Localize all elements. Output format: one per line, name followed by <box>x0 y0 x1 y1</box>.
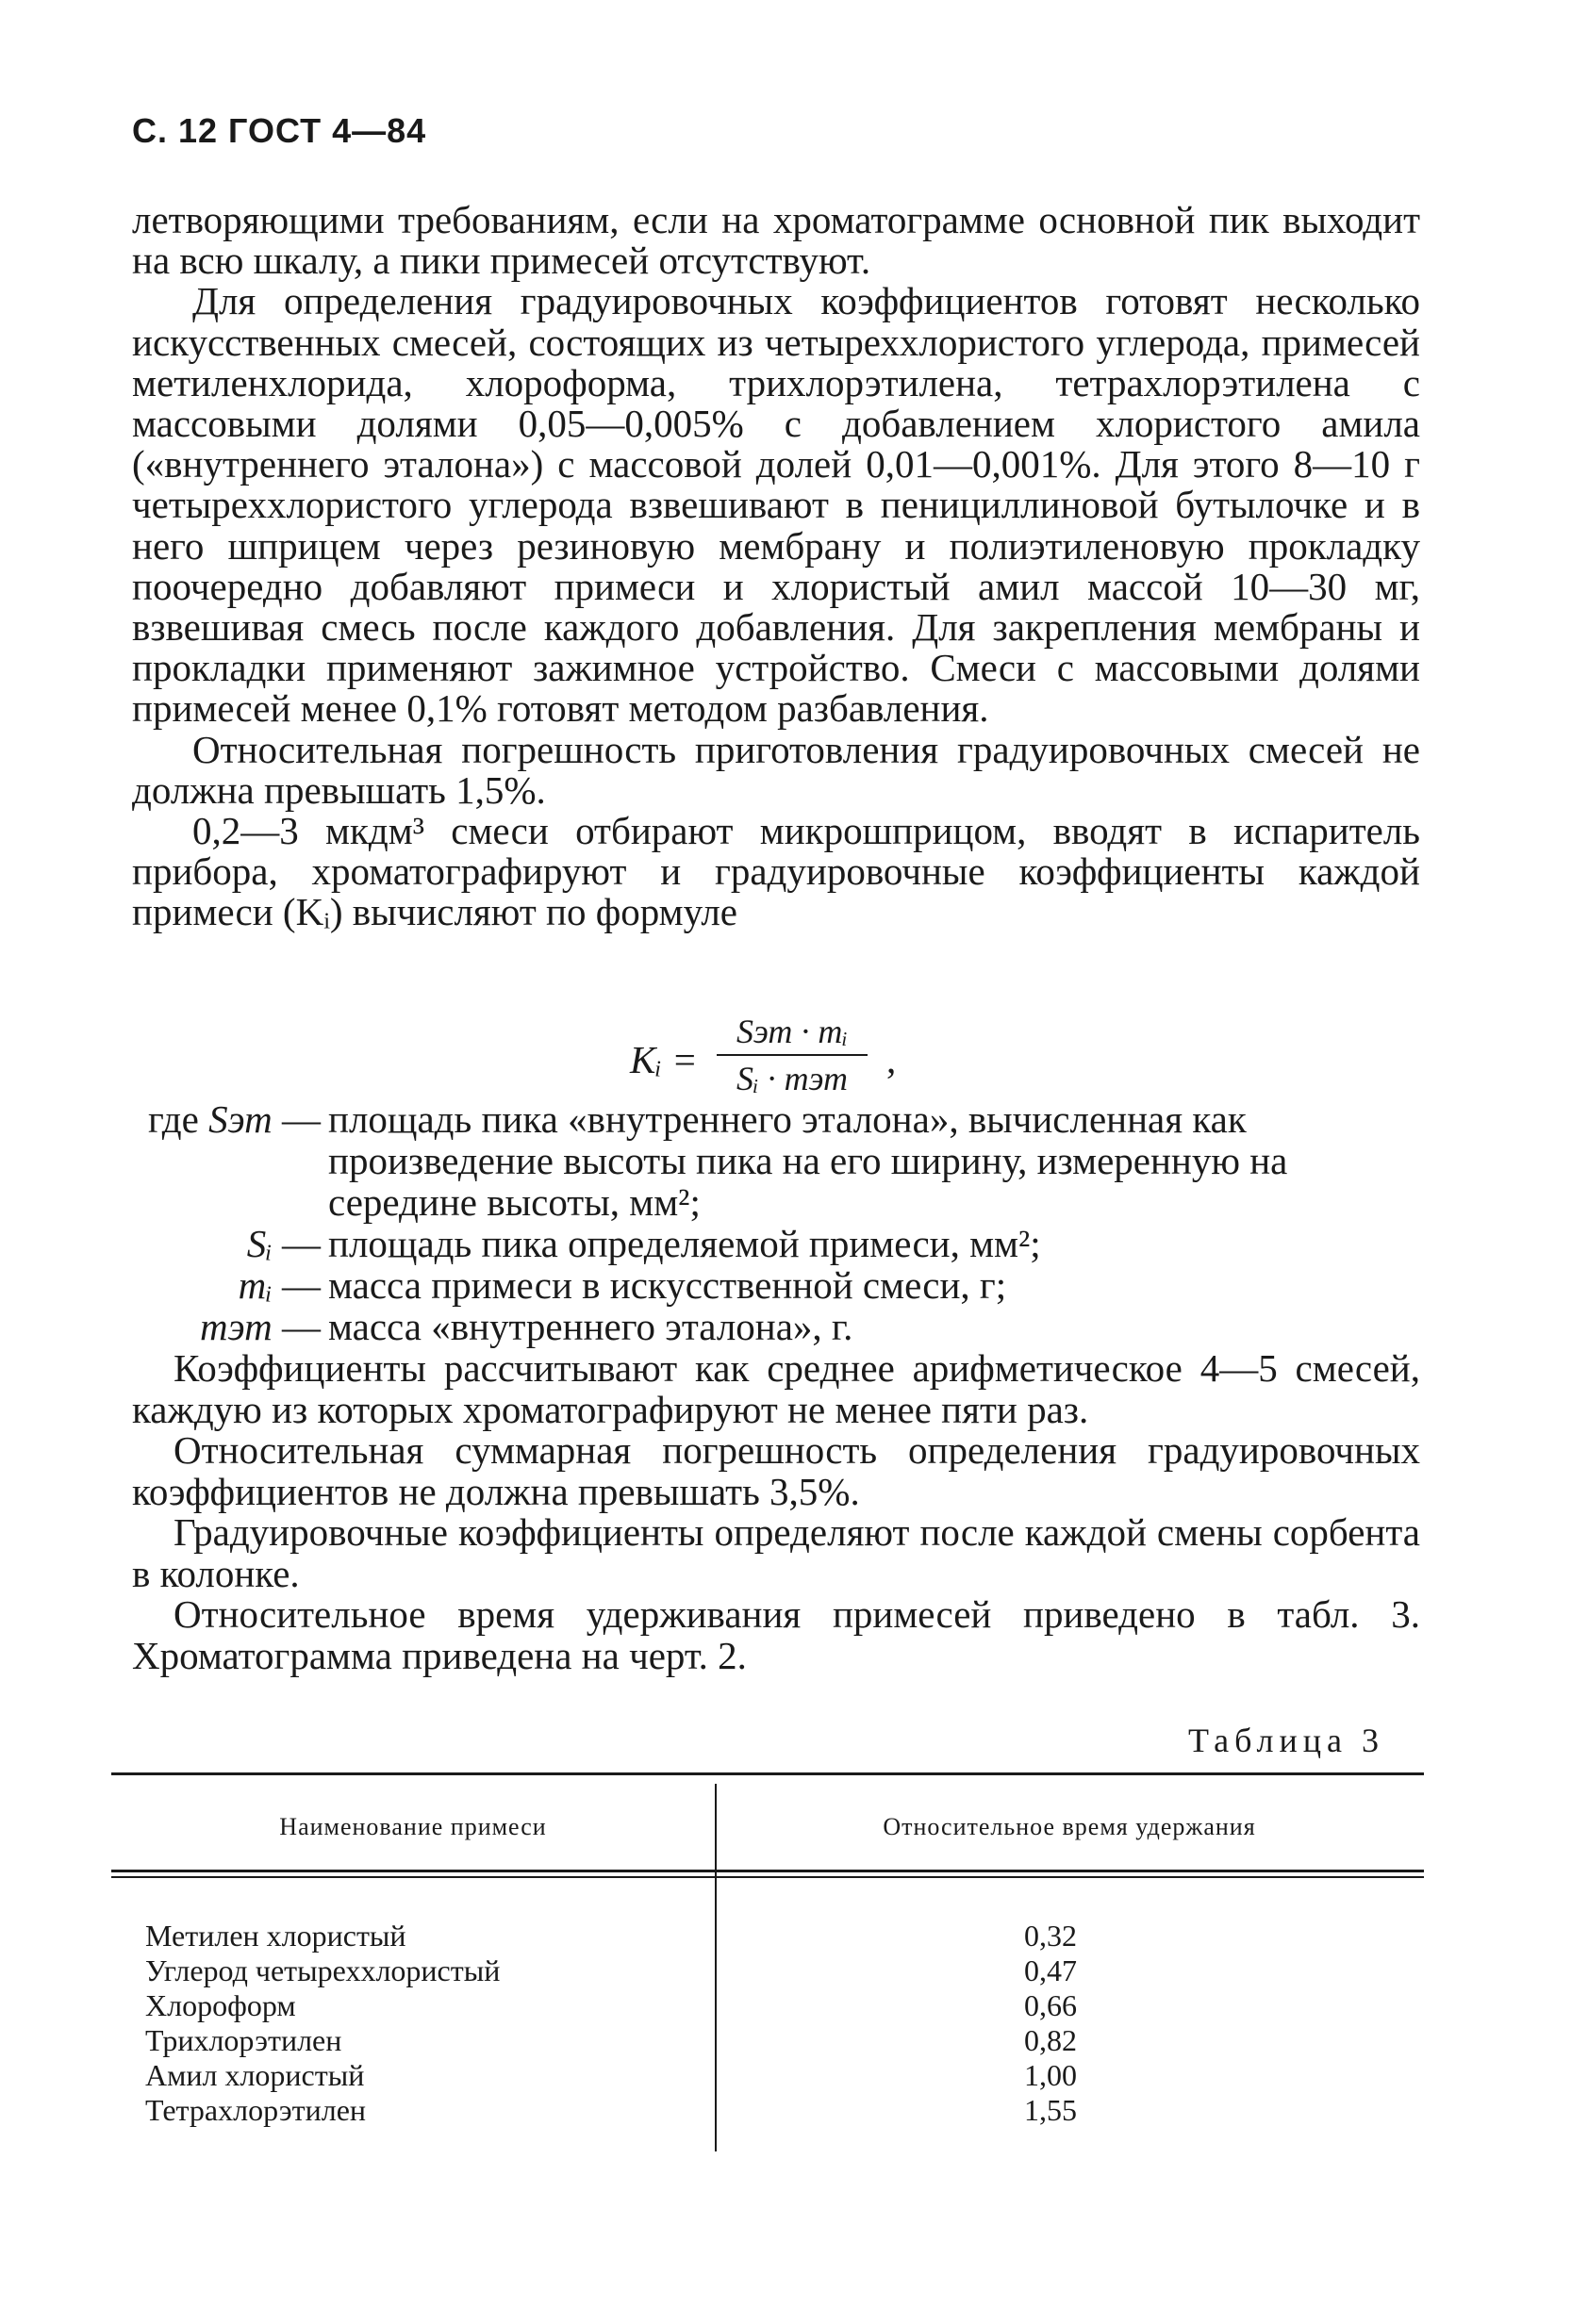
table-top-rule <box>111 1772 1424 1775</box>
impurity-name: Трихлорэтилен <box>145 2023 342 2057</box>
table-row <box>111 1919 1424 1953</box>
page-header: С. 12 ГОСТ 4—84 <box>132 111 427 150</box>
table-row <box>111 2023 1424 2058</box>
definition-symbol: Sэт <box>208 1097 273 1141</box>
definition-term <box>132 1223 321 1264</box>
definition-symbol: Sᵢ <box>246 1222 273 1265</box>
formula-numerator: Sэт · mᵢ <box>736 1013 849 1050</box>
definition-dash: — <box>272 1222 321 1265</box>
table-caption: Таблица 3 <box>1188 1722 1384 1759</box>
paragraph: Для определения градуировочных коэффициентов готовят несколько искусственных смесей, состоящих из четыреххлористого углерода, примесей метиленхлорида, хлороформа, трихлорэтилена, тетрахлорэтилена с массовыми долями 0,05—0,005% с добавлением хлористого амила («внутреннего эталона») с массовой долей 0,01—0,001%. Для этого 8—10 г четыреххлористого углерода взвешивают в пенициллиновой бутылочке и в него шприцем через резиновую мембрану и полиэтиленовую прокладку поочередно добавляют примеси и хлористый амил массой 10—30 мг, взвешивая смесь после каждого добавления. Для закрепления мембраны и прокладки применяют зажимное устройство. Смеси с массовыми долями примесей менее 0,1% готовят методом разбавления. <box>132 279 1420 731</box>
retention-value: 1,00 <box>1024 2058 1077 2092</box>
formula-suffix: , <box>886 1038 897 1081</box>
definition-text: масса «внутреннего эталона», г. <box>328 1305 853 1348</box>
retention-value: 0,32 <box>1024 1919 1077 1953</box>
formula-fraction <box>717 1011 868 1099</box>
paragraph: Коэффициенты рассчитывают как среднее арифметическое 4—5 смесей, каждую из которых хроматографируют не менее пяти раз. <box>132 1346 1420 1431</box>
impurity-name: Тетрахлорэтилен <box>145 2093 367 2127</box>
table-header-time: Относительное время удержания <box>883 1813 1256 1840</box>
paragraph: Относительная погрешность приготовления градуировочных смесей не должна превышать 1,5%. <box>132 727 1420 812</box>
definition-text: площадь пика определяемой примеси, мм²; <box>328 1222 1041 1265</box>
definition-prefix: где <box>148 1097 209 1141</box>
table-header-name: Наименование примеси <box>279 1813 547 1840</box>
definitions-list <box>132 1098 1420 1347</box>
retention-value: 0,82 <box>1024 2023 1077 2057</box>
retention-value: 1,55 <box>1024 2093 1077 2127</box>
fraction-bar <box>717 1054 868 1056</box>
table-row <box>111 2093 1424 2128</box>
impurity-name: Углерод четыреххлористый <box>145 1953 501 1987</box>
definition-dash: — <box>272 1097 321 1141</box>
impurity-name: Хлороформ <box>145 1988 296 2022</box>
table-header-rule-double <box>111 1876 1424 1878</box>
definition-text: масса примеси в искусственной смеси, г; <box>328 1263 1007 1307</box>
body-text <box>132 200 1420 933</box>
definition-row <box>132 1306 1420 1347</box>
definition-term <box>132 1264 321 1306</box>
impurity-name: Метилен хлористый <box>145 1919 406 1953</box>
paragraph: Градуировочные коэффициенты определяют после каждой смены сорбента в колонке. <box>132 1510 1420 1595</box>
table-row <box>111 2058 1424 2093</box>
table-row <box>111 1953 1424 1988</box>
retention-time-table <box>111 1772 1424 2187</box>
paragraph: Относительное время удерживания примесей приведено в табл. 3. Хроматограмма приведена на черт. 2. <box>132 1592 1420 1677</box>
paragraph: летворяющими требованиям, если на хроматограмме основной пик выходит на всю шкалу, а пики примесей отсутствуют. <box>132 198 1420 283</box>
retention-value: 0,47 <box>1024 1953 1077 1987</box>
definition-symbol: mэт <box>199 1305 273 1348</box>
body-text-continued <box>132 1348 1420 1676</box>
definition-row <box>132 1098 1420 1223</box>
definition-dash: — <box>272 1263 321 1307</box>
definition-dash: — <box>272 1305 321 1348</box>
definition-term <box>132 1306 321 1347</box>
paragraph: 0,2—3 мкдм³ смеси отбирают микрошприцом, вводят в испаритель прибора, хроматографируют и градуировочные коэффициенты каждой примеси (Kᵢ) вычисляют по формуле <box>132 809 1420 934</box>
definition-row <box>132 1223 1420 1264</box>
retention-value: 0,66 <box>1024 1988 1077 2022</box>
definition-symbol: mᵢ <box>238 1263 273 1307</box>
definition-term <box>132 1098 321 1223</box>
paragraph: Относительная суммарная погрешность определения градуировочных коэффициентов не должна превышать 3,5%. <box>132 1428 1420 1513</box>
formula-denominator: Sᵢ · mэт <box>736 1060 849 1097</box>
table-row <box>111 1988 1424 2023</box>
definition-row <box>132 1264 1420 1306</box>
definition-text: площадь пика «внутреннего эталона», вычисленная как произведение высоты пика на его ширину, измеренную на середине высоты, мм²; <box>328 1097 1288 1224</box>
table-header-rule <box>111 1870 1424 1872</box>
formula-lhs: Kᵢ = <box>630 1038 698 1081</box>
table-body <box>111 1919 1424 2128</box>
impurity-name: Амил хлористый <box>145 2058 365 2092</box>
